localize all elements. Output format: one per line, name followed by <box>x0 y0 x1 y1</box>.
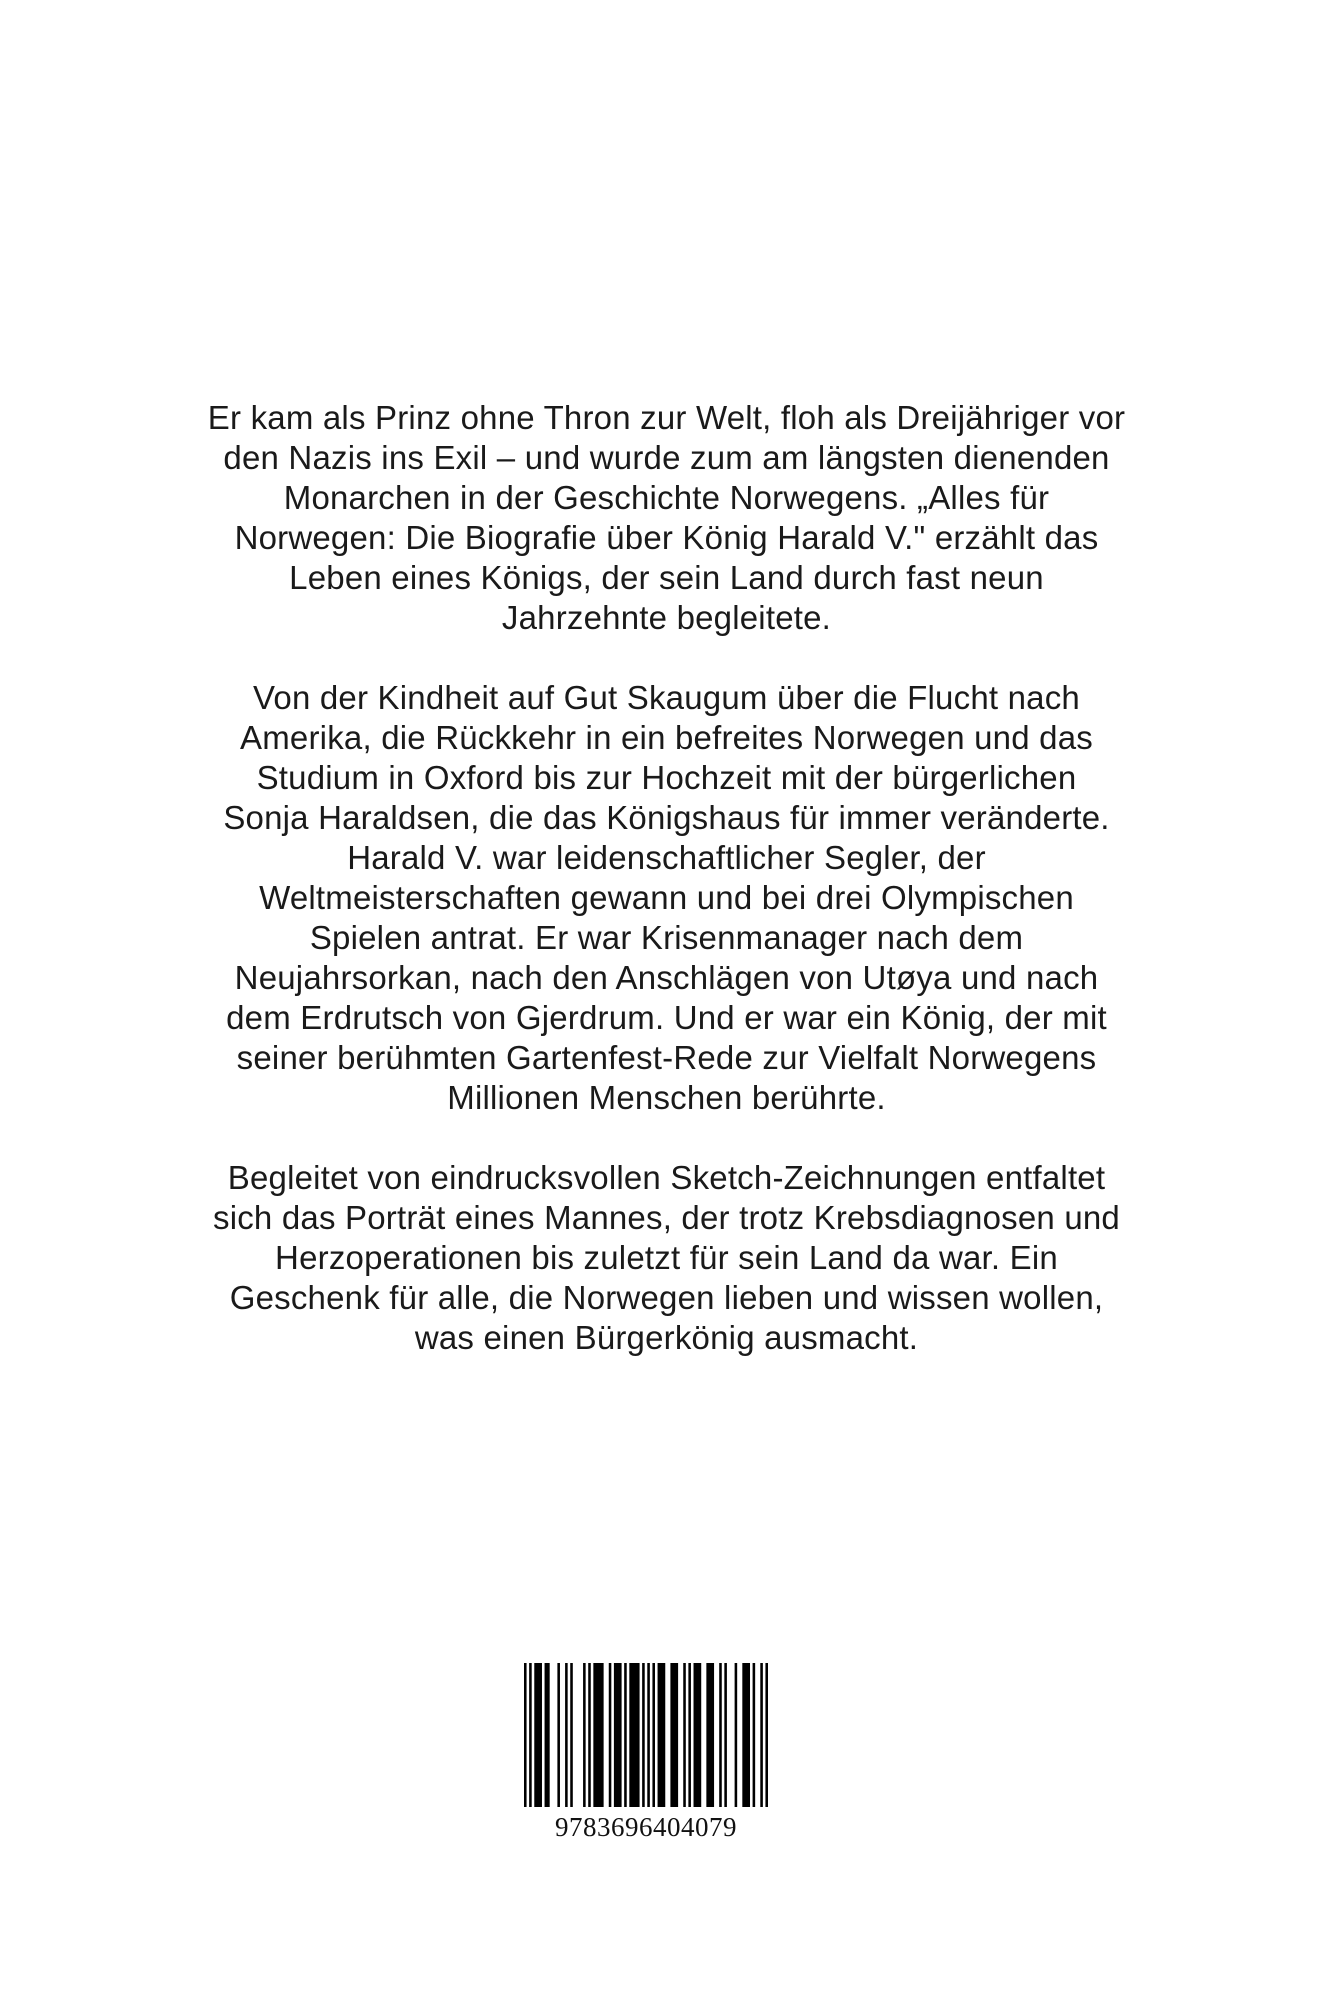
blurb-line: Millionen Menschen berührte. <box>447 1079 886 1116</box>
barcode-bar <box>614 1663 622 1807</box>
blurb-line: Neujahrsorkan, nach den Anschlägen von Utøya und nach <box>234 959 1099 996</box>
barcode-bar <box>719 1663 722 1807</box>
blurb-line: Geschenk für alle, die Norwegen lieben und wissen wollen, <box>229 1279 1104 1316</box>
barcode-bar <box>583 1663 586 1807</box>
barcode-bar <box>529 1663 532 1807</box>
barcode-bar <box>609 1663 612 1807</box>
barcode-bar <box>652 1663 655 1807</box>
blurb-line: Weltmeisterschaften gewann und bei drei Olympischen <box>259 879 1074 916</box>
blurb-line: Sonja Haraldsen, die das Königshaus für immer veränderte. <box>223 799 1110 836</box>
barcode-bar <box>683 1663 686 1807</box>
barcode-bar <box>658 1663 666 1807</box>
blurb-line: sich das Porträt eines Mannes, der trotz Krebsdiagnosen und <box>213 1199 1120 1236</box>
barcode-bar <box>670 1663 678 1807</box>
barcode-bar <box>534 1663 542 1807</box>
barcode-bar <box>624 1663 627 1807</box>
barcode-bar <box>565 1663 568 1807</box>
barcode-bar <box>647 1663 650 1807</box>
blurb-line: Monarchen in der Geschichte Norwegens. „Alles für <box>283 479 1050 516</box>
barcode-bar <box>642 1663 645 1807</box>
blurb-line: was einen Bürgerkönig ausmacht. <box>414 1319 919 1356</box>
barcode-bar <box>629 1663 639 1807</box>
blurb-line: dem Erdrutsch von Gjerdrum. Und er war ein König, der mit <box>226 999 1107 1036</box>
blurb-line: Begleitet von eindrucksvollen Sketch-Zeichnungen entfaltet <box>227 1159 1106 1196</box>
blurb-paragraph-2 <box>160 678 1173 1118</box>
barcode-bar <box>588 1663 591 1807</box>
barcode-bar <box>724 1663 727 1807</box>
isbn-number: 9783696404079 <box>555 1812 737 1842</box>
barcode-bar <box>557 1663 560 1807</box>
blurb-paragraph-3 <box>160 1158 1173 1358</box>
barcode-bar <box>524 1663 527 1807</box>
blurb-line: seiner berühmten Gartenfest-Rede zur Vielfalt Norwegens <box>236 1039 1097 1076</box>
isbn-barcode-block <box>524 1663 768 1843</box>
blurb-line: den Nazis ins Exil – und wurde zum am längsten dienenden <box>223 439 1110 476</box>
blurb-line: Spielen antrat. Er war Krisenmanager nach dem <box>309 919 1024 956</box>
barcode-bar <box>735 1663 738 1807</box>
blurb-line: Amerika, die Rückkehr in ein befreites Norwegen und das <box>240 719 1093 756</box>
blurb-line: Norwegen: Die Biografie über König Harald V." erzählt das <box>234 519 1099 556</box>
blurb-line: Studium in Oxford bis zur Hochzeit mit der bürgerlichen <box>256 759 1077 796</box>
barcode-bar <box>694 1663 702 1807</box>
barcode-bar <box>753 1663 756 1807</box>
blurb-line: Von der Kindheit auf Gut Skaugum über die Flucht nach <box>253 679 1080 716</box>
blurb-line: Jahrzehnte begleitete. <box>501 599 832 636</box>
barcode-bar <box>545 1663 550 1807</box>
blurb-paragraph-1 <box>160 398 1173 638</box>
barcode-bar <box>688 1663 691 1807</box>
barcode-bar <box>742 1663 750 1807</box>
blurb-line: Er kam als Prinz ohne Thron zur Welt, floh als Dreijähriger vor <box>207 399 1126 436</box>
blurb-line: Leben eines Königs, der sein Land durch fast neun <box>289 559 1044 596</box>
back-cover-blurb <box>160 398 1173 1358</box>
barcode-bar <box>570 1663 573 1807</box>
blurb-line: Harald V. war leidenschaftlicher Segler, der <box>347 839 986 876</box>
blurb-line: Herzoperationen bis zuletzt für sein Land da war. Ein <box>275 1239 1058 1276</box>
barcode-bar <box>765 1663 768 1807</box>
barcode-bar <box>706 1663 714 1807</box>
barcode-bar <box>593 1663 603 1807</box>
barcode-icon <box>524 1663 768 1807</box>
barcode-bar <box>760 1663 763 1807</box>
